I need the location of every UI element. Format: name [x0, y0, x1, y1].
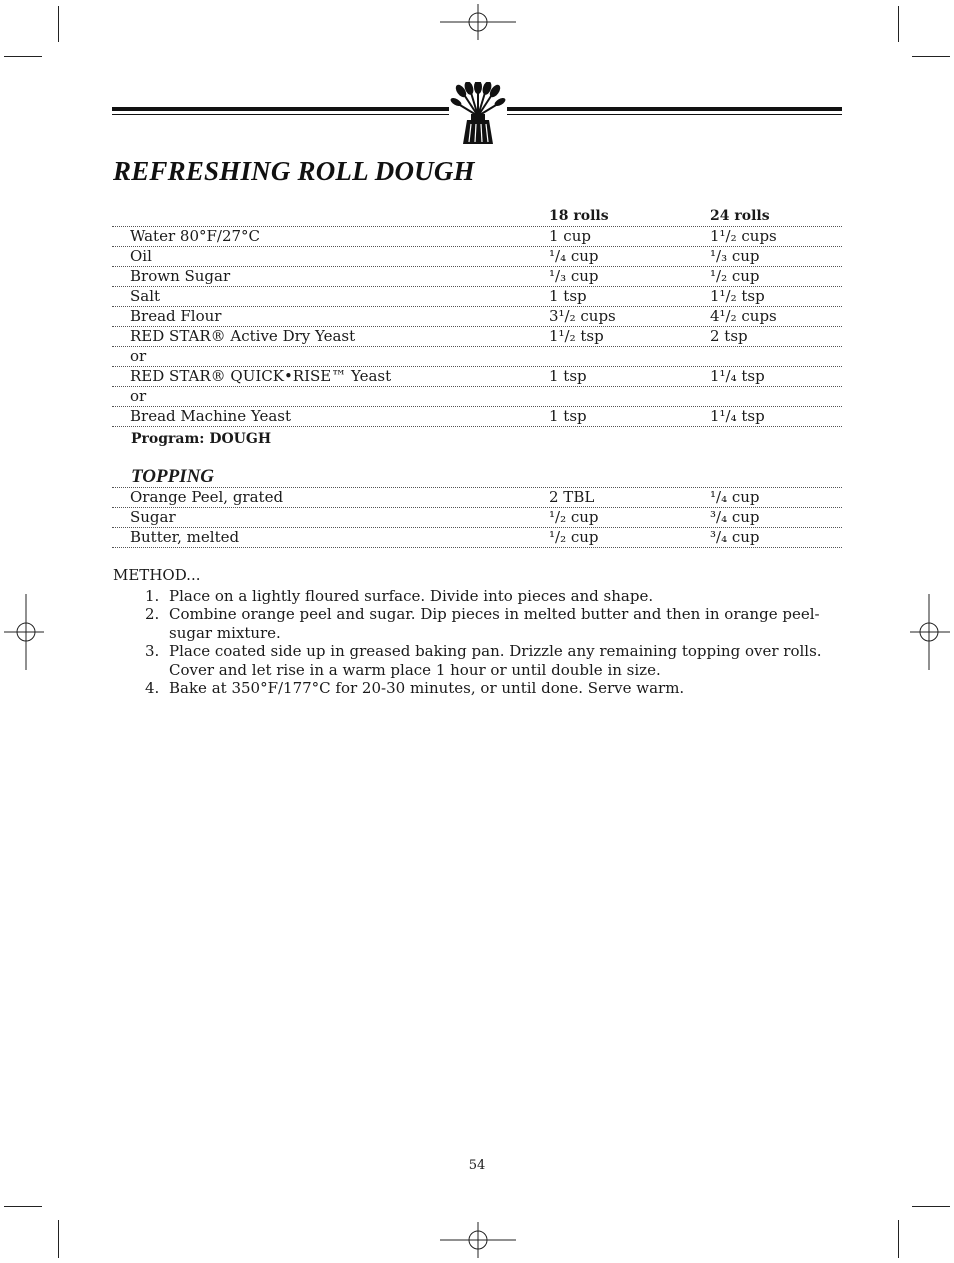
ingredient-name: Sugar: [130, 508, 176, 526]
amount-18: 1 tsp: [549, 287, 587, 305]
program-label: Program: DOUGH: [131, 431, 272, 447]
ingredient-name: or: [130, 387, 147, 405]
step-number: 4.: [145, 679, 160, 697]
table-row: [112, 247, 842, 267]
topping-heading: TOPPING: [131, 466, 215, 487]
amount-18: ¹/₃ cup: [549, 267, 599, 285]
topping-table: [112, 487, 842, 548]
amount-18: 1 tsp: [549, 367, 587, 385]
amount-24: ³/₄ cup: [710, 508, 760, 526]
step-text: Bake at 350°F/177°C for 20-30 minutes, or until done. Serve warm.: [169, 679, 685, 697]
method-step: [113, 642, 833, 679]
table-row: [112, 387, 842, 407]
ingredient-name: RED STAR® Active Dry Yeast: [130, 327, 356, 345]
column-header-24-rolls: 24 rolls: [710, 208, 770, 224]
ingredient-name: Salt: [130, 287, 161, 305]
amount-18: ¹/₂ cup: [549, 528, 599, 546]
method-step: [113, 605, 833, 642]
ingredient-name: Orange Peel, grated: [130, 488, 284, 506]
ingredient-name: Brown Sugar: [130, 267, 231, 285]
method-section: [113, 566, 833, 698]
method-label: METHOD...: [113, 566, 201, 584]
ingredient-name: or: [130, 347, 147, 365]
amount-24: 1¹/₂ tsp: [710, 287, 765, 305]
step-number: 3.: [145, 642, 160, 660]
amount-18: 1¹/₂ tsp: [549, 327, 604, 345]
amount-24: 2 tsp: [710, 327, 748, 345]
page-title: REFRESHING ROLL DOUGH: [113, 156, 475, 186]
table-row: [112, 267, 842, 287]
step-number: 2.: [145, 605, 160, 623]
crop-mark: [912, 56, 950, 57]
registration-mark-icon: [910, 594, 950, 670]
ingredient-name: Butter, melted: [130, 528, 240, 546]
amount-18: ¹/₂ cup: [549, 508, 599, 526]
crop-mark: [912, 1206, 950, 1207]
column-header-18-rolls: 18 rolls: [549, 208, 609, 224]
step-text: Place coated side up in greased baking pan. Drizzle any remaining topping over rolls. Cover and let rise in a warm place 1 hour or until double in size.: [169, 642, 822, 679]
crop-mark: [4, 56, 42, 57]
registration-mark-icon: [440, 4, 516, 40]
table-row: [112, 488, 842, 508]
table-row: [112, 407, 842, 427]
amount-24: ¹/₂ cup: [710, 267, 760, 285]
amount-18: 2 TBL: [549, 488, 595, 506]
table-row: [112, 307, 842, 327]
amount-24: ¹/₄ cup: [710, 488, 760, 506]
registration-mark-icon: [440, 1222, 516, 1258]
table-row: [112, 367, 842, 387]
amount-18: 1 cup: [549, 227, 591, 245]
amount-18: ¹/₄ cup: [549, 247, 599, 265]
crop-mark: [898, 1220, 899, 1258]
ingredient-name: Water 80°F/27°C: [130, 227, 261, 245]
wheat-sheaf-icon: [449, 82, 507, 146]
table-row: [112, 287, 842, 307]
method-step: [113, 679, 833, 698]
table-header-row: [112, 207, 842, 227]
registration-mark-icon: [4, 594, 44, 670]
amount-24: ¹/₃ cup: [710, 247, 760, 265]
amount-18: 1 tsp: [549, 407, 587, 425]
amount-18: 3¹/₂ cups: [549, 307, 616, 325]
crop-mark: [58, 1220, 59, 1258]
step-number: 1.: [145, 586, 160, 605]
step-text: Combine orange peel and sugar. Dip pieces in melted butter and then in orange peel-sugar mixture.: [169, 605, 820, 642]
table-row: [112, 508, 842, 528]
ingredient-name: RED STAR® QUICK•RISE™ Yeast: [130, 367, 392, 385]
amount-24: 1¹/₄ tsp: [710, 367, 765, 385]
step-text: Place on a lightly floured surface. Divide into pieces and shape.: [169, 586, 654, 605]
crop-mark: [58, 6, 59, 42]
page-number: 54: [468, 1158, 486, 1173]
amount-24: 1¹/₂ cups: [710, 227, 777, 245]
crop-mark: [4, 1206, 42, 1207]
table-row: [112, 528, 842, 548]
amount-24: ³/₄ cup: [710, 528, 760, 546]
amount-24: 1¹/₄ tsp: [710, 407, 765, 425]
ingredient-name: Oil: [130, 247, 152, 265]
table-row: [112, 347, 842, 367]
table-row: [112, 327, 842, 347]
ingredients-table: [112, 207, 842, 427]
ingredient-name: Bread Machine Yeast: [130, 407, 291, 425]
amount-24: 4¹/₂ cups: [710, 307, 777, 325]
table-row: [112, 227, 842, 247]
ingredient-name: Bread Flour: [130, 307, 222, 325]
method-step: [113, 587, 833, 606]
crop-mark: [898, 6, 899, 42]
